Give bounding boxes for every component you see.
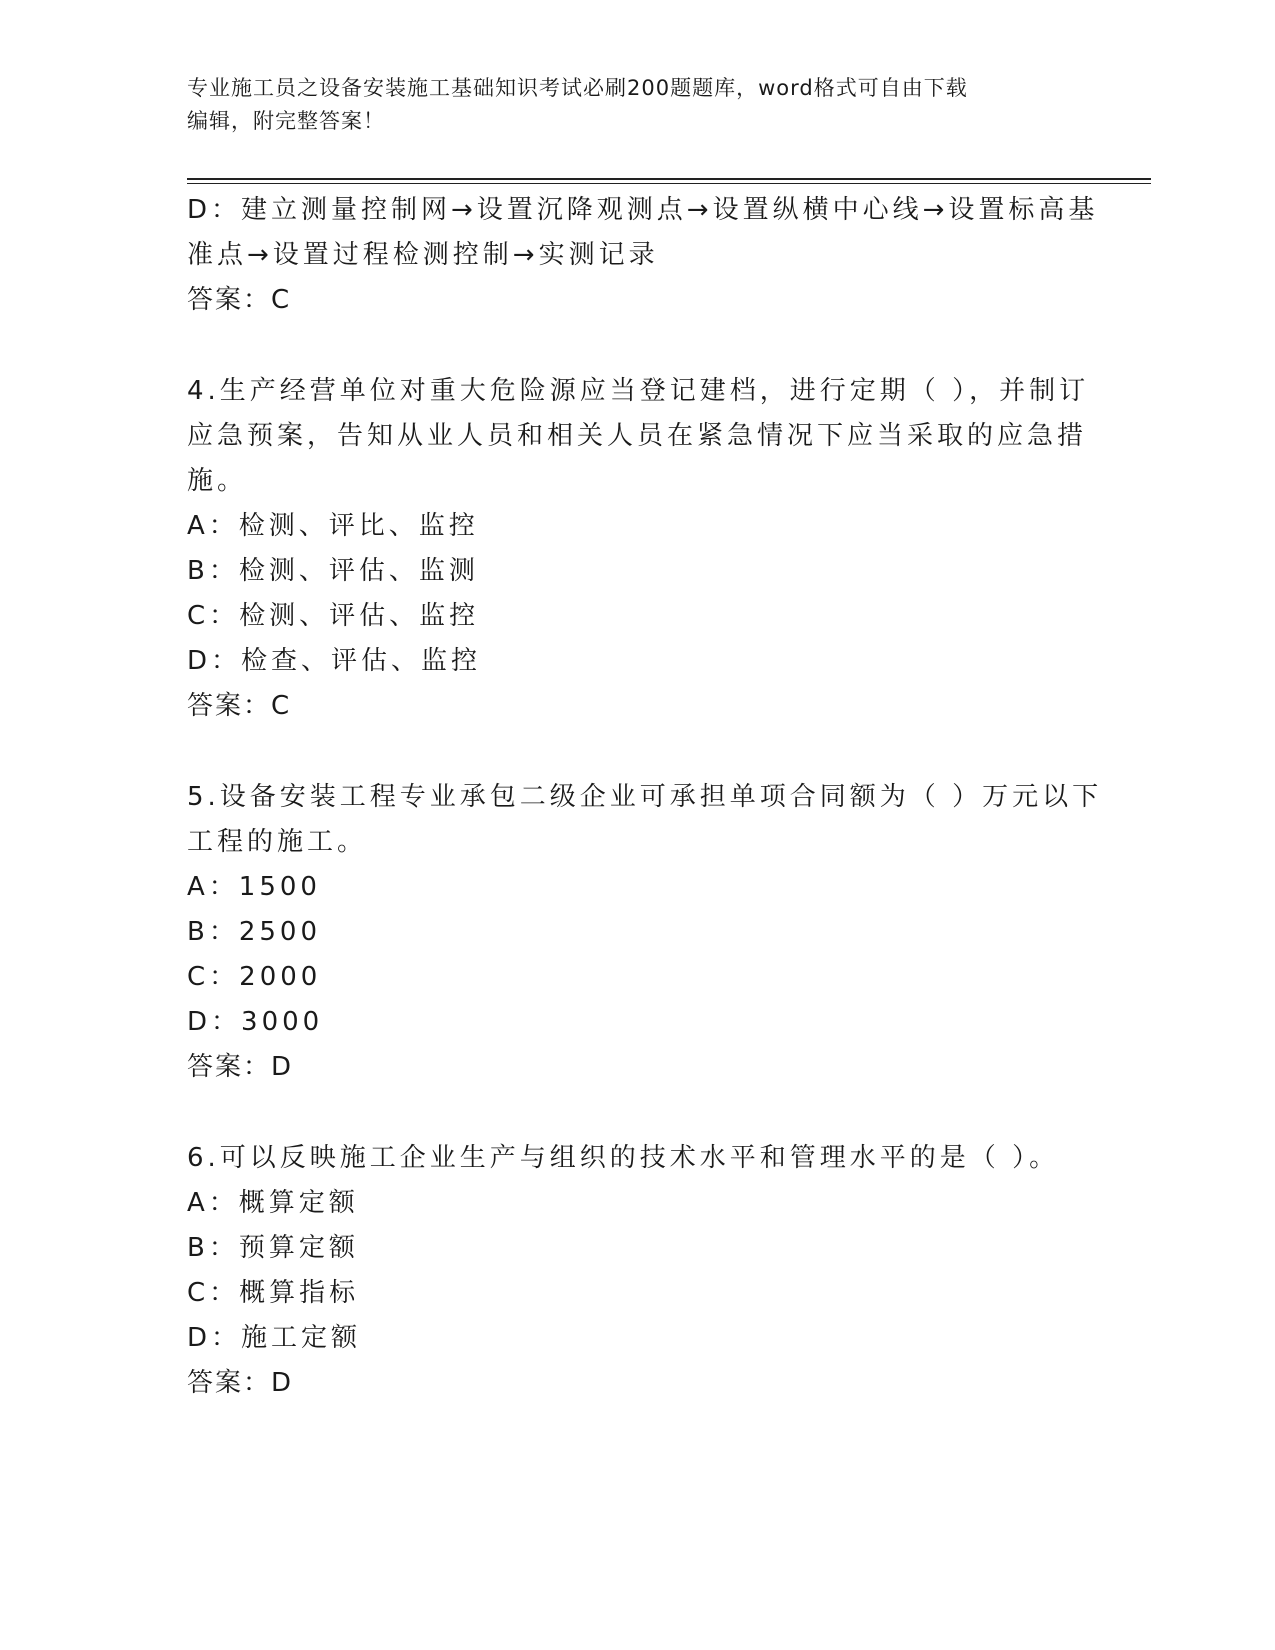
option-a: A：检测、评比、监控 (187, 511, 479, 541)
question-5 (187, 775, 1103, 1090)
spacer (187, 323, 1087, 369)
question-stem-line: 施。 (187, 466, 248, 496)
question-stem-line: 应急预案，告知从业人员和相关人员在紧急情况下应当采取的应急措 (187, 421, 1088, 451)
document-header (187, 72, 1067, 138)
option-b: B：检测、评估、监测 (187, 556, 479, 586)
option-c: C：2000 (187, 962, 322, 992)
header-divider-thin (187, 183, 1151, 184)
option-d: D：施工定额 (187, 1323, 362, 1353)
option-d-line-2: 准点→设置过程检测控制→实测记录 (187, 240, 659, 270)
option-b: B：预算定额 (187, 1233, 359, 1263)
option-d: D：检查、评估、监控 (187, 646, 482, 676)
question-3-tail (187, 188, 1099, 323)
question-4 (187, 369, 1090, 729)
option-a: A：概算定额 (187, 1188, 359, 1218)
header-divider-thick (187, 178, 1151, 180)
option-d-line-1: D：建立测量控制网→设置沉降观测点→设置纵横中心线→设置标高基 (187, 195, 1099, 225)
question-stem-line: 4.生产经营单位对重大危险源应当登记建档，进行定期（ ），并制订 (187, 376, 1090, 406)
option-d: D：3000 (187, 1007, 324, 1037)
option-c: C：概算指标 (187, 1278, 360, 1308)
answer-line: 答案：D (187, 1052, 294, 1082)
question-stem-line: 5.设备安装工程专业承包二级企业可承担单项合同额为（ ）万元以下 (187, 782, 1103, 812)
answer-line: 答案：D (187, 1368, 294, 1398)
option-a: A：1500 (187, 872, 321, 902)
option-c: C：检测、评估、监控 (187, 601, 480, 631)
header-title-line-1: 专业施工员之设备安装施工基础知识考试必刷200题题库，word格式可自由下载 (187, 76, 968, 100)
option-b: B：2500 (187, 917, 322, 947)
answer-line: 答案：C (187, 285, 292, 315)
spacer (187, 1090, 1087, 1136)
header-title-line-2: 编辑，附完整答案！ (187, 109, 385, 133)
answer-line: 答案：C (187, 691, 292, 721)
question-6 (187, 1136, 1087, 1406)
spacer (187, 729, 1087, 775)
question-stem-line: 6.可以反映施工企业生产与组织的技术水平和管理水平的是（ ）。 (187, 1143, 1060, 1173)
question-content (187, 188, 1103, 1406)
question-stem-line: 工程的施工。 (187, 827, 368, 857)
